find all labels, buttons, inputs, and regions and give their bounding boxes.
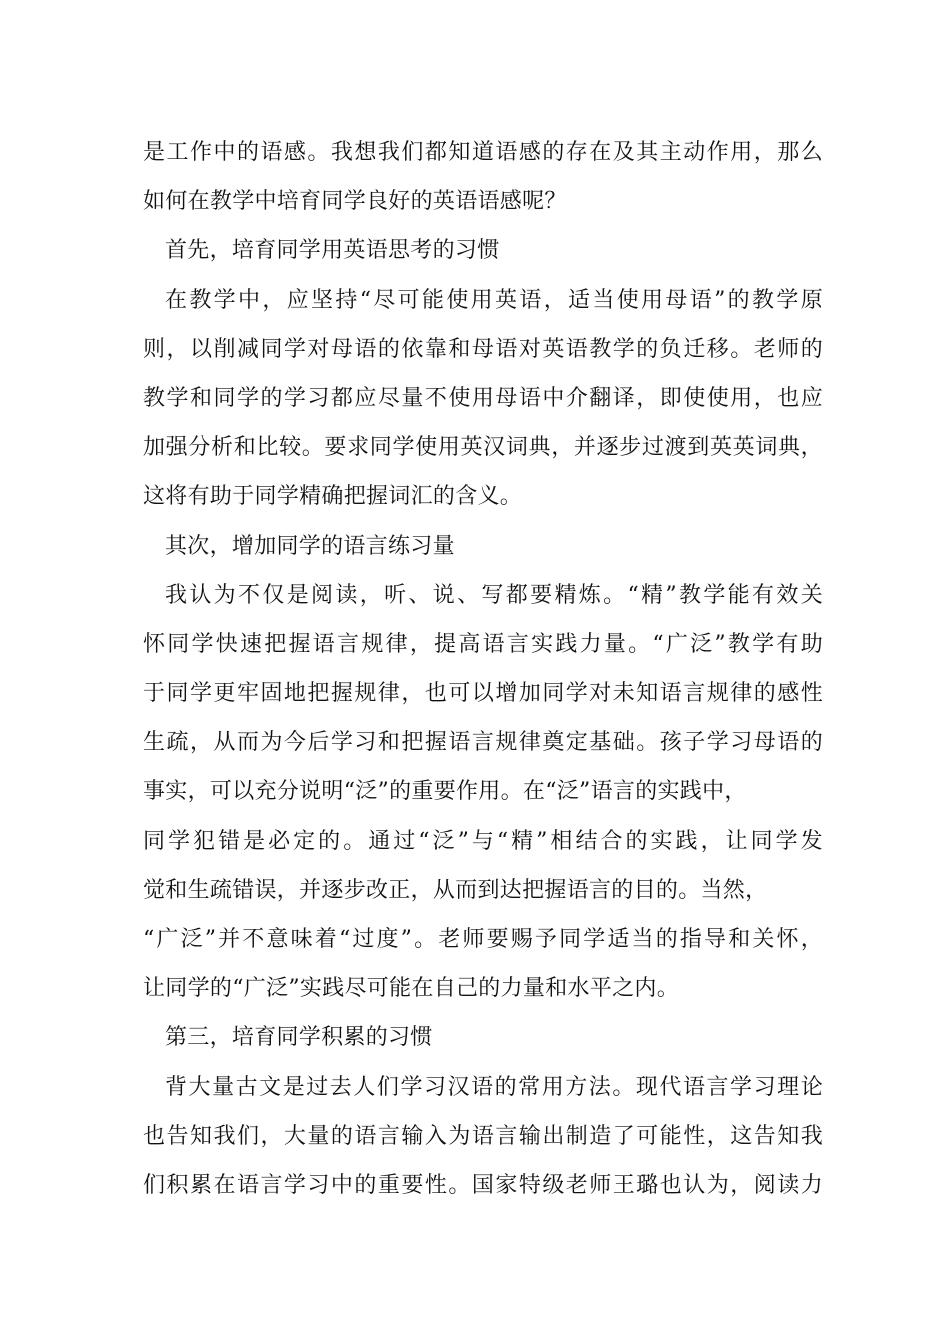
text-line-1: 是工作中的语感。我想我们都知道语感的存在及其主动作用，那么 — [143, 140, 823, 165]
text-line-4: 在教学中，应坚持“尽可能使用英语，适当使用母语”的教学原 — [165, 287, 823, 313]
text-line-6: 教学和同学的学习都应尽量不使用母语中介翻译，即使使用，也应 — [143, 385, 823, 411]
text-line-21: 也告知我们，大量的语言输入为语言输出制造了可能性，这告知我 — [143, 1123, 823, 1149]
text-line-22: 们积累在语言学习中的重要性。国家特级老师王璐也认为，阅读力 — [143, 1172, 823, 1198]
text-line-5: 则，以削减同学对母语的依靠和母语对英语教学的负迁移。老师的 — [143, 336, 823, 362]
text-line-11: 怀同学快速把握语言规律，提高语言实践力量。“广泛”教学有助 — [143, 631, 823, 657]
text-line-2: 如何在教学中培育同学良好的英语语感呢？ — [143, 189, 567, 215]
text-line-17: “广泛”并不意味着“过度”。老师要赐予同学适当的指导和关怀， — [143, 927, 823, 952]
text-line-12: 于同学更牢固地把握规律，也可以增加同学对未知语言规律的感性 — [143, 681, 823, 707]
body-text — [143, 128, 823, 1210]
section-heading-1: 首先，培育同学用英语思考的习惯 — [165, 238, 500, 264]
text-line-13: 生疏，从而为今后学习和把握语言规律奠定基础。孩子学习母语的 — [143, 730, 823, 756]
text-line-18: 让同学的“广泛”实践尽可能在自己的力量和水平之内。 — [143, 976, 679, 1002]
text-line-14: 事实，可以充分说明“泛”的重要作用。在“泛”语言的实践中， — [143, 779, 747, 805]
text-line-20: 背大量古文是过去人们学习汉语的常用方法。现代语言学习理论 — [165, 1074, 823, 1100]
text-line-10: 我认为不仅是阅读，听、说、写都要精炼。“精”教学能有效关 — [165, 582, 823, 608]
text-line-16: 觉和生疏错误，并逐步改正，从而到达把握语言的目的。当然， — [143, 877, 768, 903]
text-line-8: 这将有助于同学精确把握词汇的含义。 — [143, 484, 523, 510]
section-heading-2: 其次，增加同学的语言练习量 — [165, 533, 455, 559]
text-line-15: 同学犯错是必定的。通过“泛”与“精”相结合的实践，让同学发 — [143, 828, 823, 854]
section-heading-3: 第三，培育同学积累的习惯 — [165, 1025, 433, 1051]
text-line-7: 加强分析和比较。要求同学使用英汉词典，并逐步过渡到英英词典， — [143, 435, 823, 461]
